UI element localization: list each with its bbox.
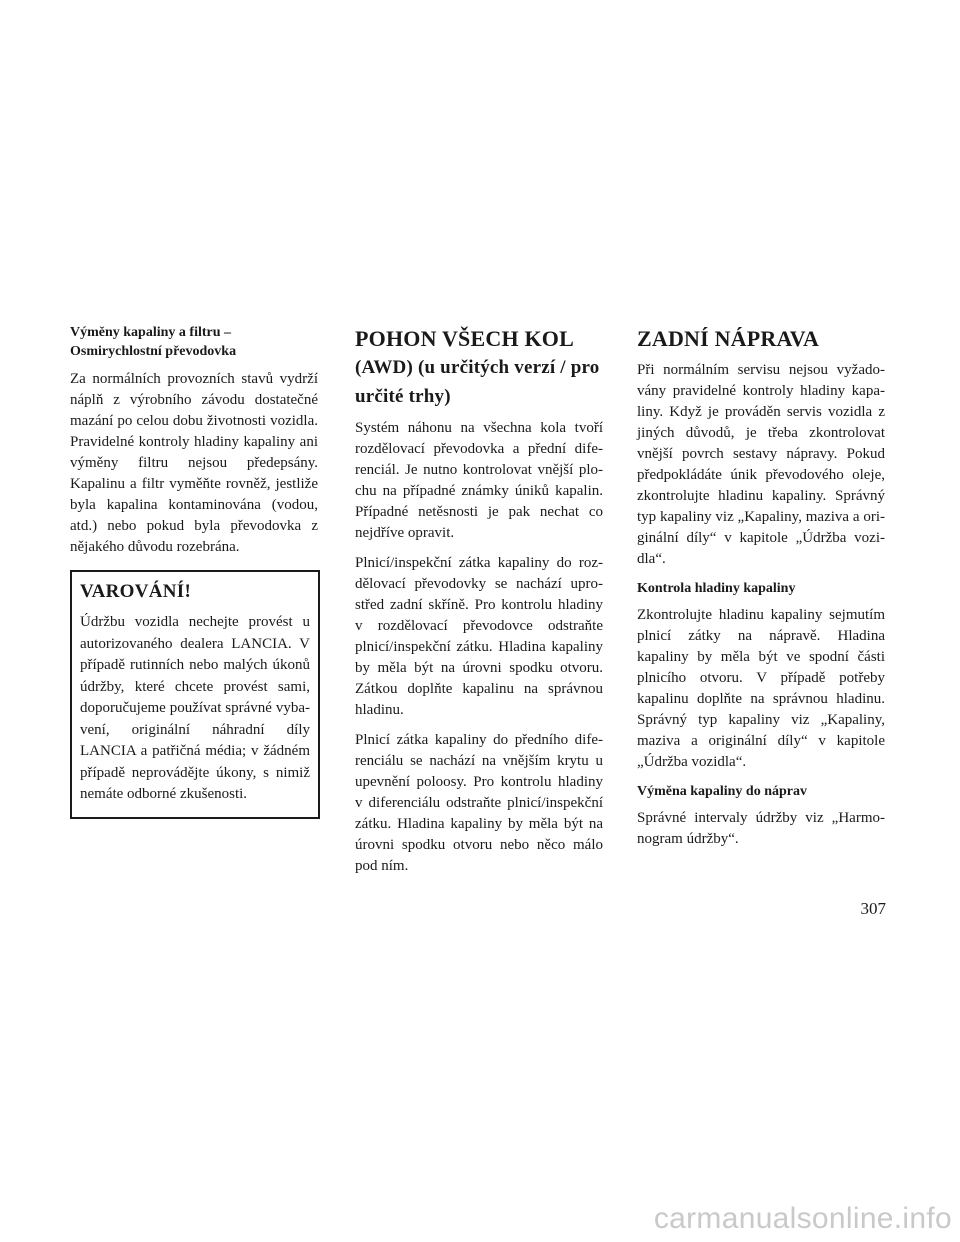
- paragraph-awd-1: Systém náhonu na všechna kola tvoří rozdělovací převodovka a přední diferenciál. Je nutno kontrolovat vnější plochu na případné známky úniků kapalin. Případné netěsnosti je pak nechat co nejdříve opravit.: [355, 420, 603, 541]
- heading-line-2: Osmirychlostní převodovka: [70, 344, 237, 359]
- paragraph-rear-axle-1: Při normálním servisu nejsou vyžadovány pravidelné kontroly hladiny kapaliny. Když je prováděn servis vozidla z jiných důvodů, je třeba zkontrolovat vnější povrch sestavy nápravy. Pokud předpokládáte únik převodového oleje, zkontrolujte hladinu kapaliny. Správný typ kapaliny viz „Kapaliny, maziva a originální díly“ v kapitole „Údržba vozidla“.: [637, 362, 885, 567]
- section-heading-fluid-filter: [70, 323, 318, 361]
- subheading-fluid-level-check: Kontrola hladiny kapaliny: [637, 581, 796, 596]
- column-left: [70, 323, 318, 819]
- watermark-text: carmanualsonline.info: [653, 1202, 952, 1235]
- paragraph-rear-axle-3: Správné intervaly údržby viz „Harmonogram údržby“.: [637, 810, 885, 847]
- paragraph-awd-2: Plnicí/inspekční zátka kapaliny do rozdělovací převodovky se nachází uprostřed zadní skříně. Pro kontrolu hladiny v rozdělovací převodovce odstraňte plnicí/inspekční zátku. Hladina kapaliny by měla být na úrovni spodku otvoru. Zátkou doplňte kapalinu na správnou hladinu.: [355, 555, 603, 718]
- paragraph-rear-axle-2: Zkontrolujte hladinu kapaliny sejmutím plnicí zátky na nápravě. Hladina kapaliny by měla být ve spodní části plnicího otvoru. V případě potřeby kapalinu doplňte na správnou hladinu. Správný typ kapaliny viz „Kapaliny, maziva a originální díly“ v kapitole „Údržba vozidla“.: [637, 607, 885, 770]
- heading-line-1: Výměny kapaliny a filtru –: [70, 325, 232, 340]
- section-title-rear-axle: ZADNÍ NÁPRAVA: [637, 326, 820, 351]
- subheading-axle-fluid-change: Výměna kapaliny do náprav: [637, 784, 807, 799]
- page-number: 307: [860, 899, 886, 918]
- column-right: [637, 325, 885, 859]
- paragraph-fluid-filter: Za normálních provozních stavů vydrží náplň z výrobního závodu dostatečné mazání po celou dobu životnosti vozidla. Pravidelné kontroly hladiny kapaliny ani výměny filtru nejsou předepsány. Kapalinu a filtr vyměňte rovněž, jestliže byla kapalina kontaminována (vodou, atd.) nebo pokud byla převodovka z nějakého důvodu rozebrána.: [70, 371, 318, 555]
- warning-title: VAROVÁNÍ!: [80, 581, 192, 602]
- section-title-awd: [355, 325, 603, 410]
- column-middle: [355, 325, 603, 886]
- warning-text: Údržbu vozidla nechejte provést u autorizovaného dealera LANCIA. V případě rutinních nebo malých úkonů údržby, které chcete provést sami, doporučujeme používat správné vybavení, originální náhradní díly LANCIA a patřičná média; v žádném případě neprovádějte úkony, s nimiž nemáte odborné zkušenosti.: [80, 614, 310, 802]
- paragraph-awd-3: Plnicí zátka kapaliny do předního diferenciálu se nachází na vnějším krytu u upevnění poloosy. Pro kontrolu hladiny v diferenciálu odstraňte plnicí/inspekční zátku. Hladina kapaliny by měla být na úrovni spodku otvoru nebo něco málo pod ním.: [355, 732, 603, 874]
- title-line-1: POHON VŠECH KOL: [355, 326, 574, 351]
- title-line-2: (AWD) (u určitých verzí / pro: [355, 357, 600, 378]
- warning-box: [70, 570, 320, 819]
- title-line-3: určité trhy): [355, 386, 451, 407]
